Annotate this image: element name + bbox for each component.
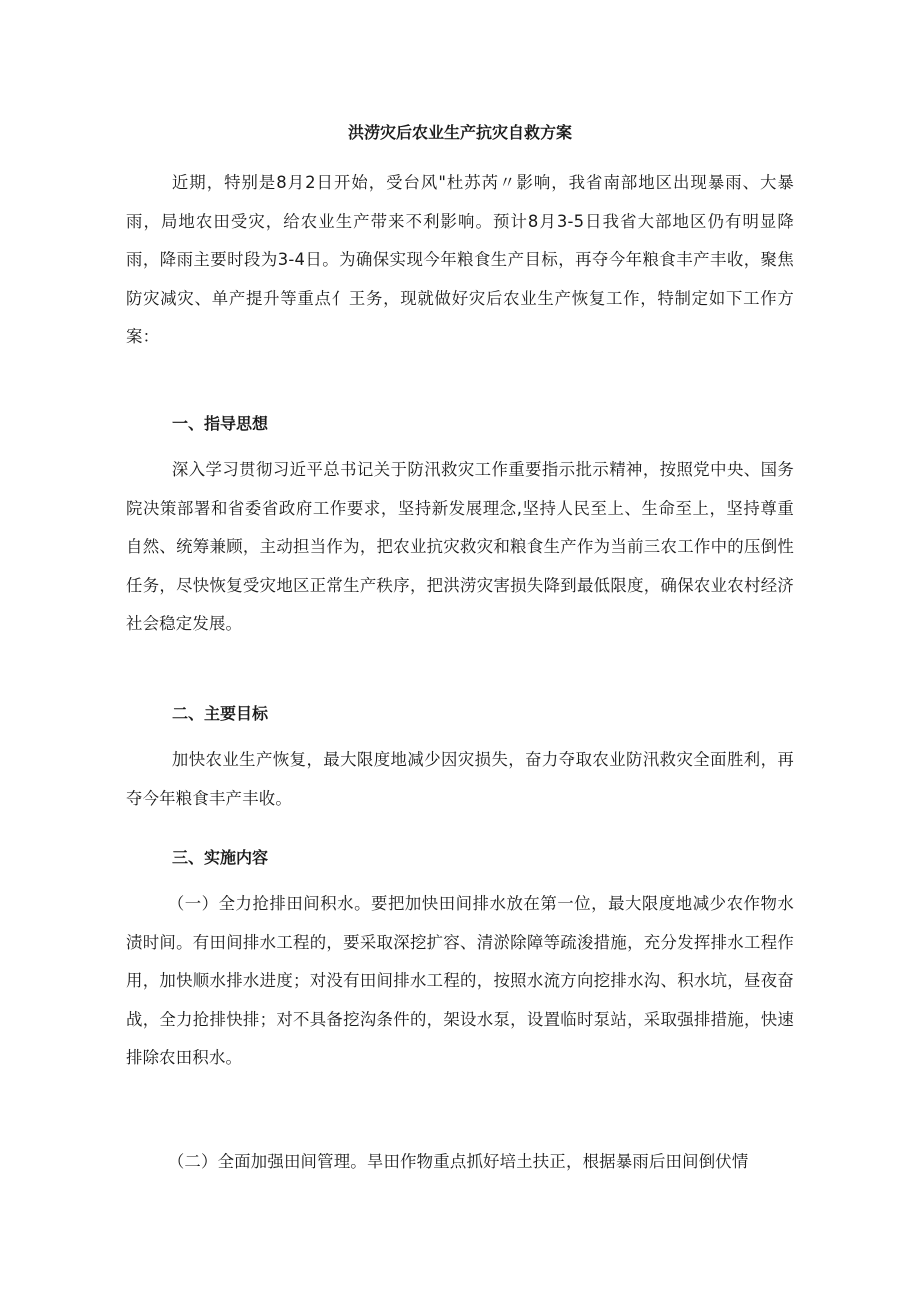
implementation-item-2: （二）全面加强田间管理。旱田作物重点抓好培土扶正，根据暴雨后田间倒伏情: [167, 1152, 749, 1171]
guiding-ideology-paragraph: 深入学习贯彻习近平总书记关于防汛救灾工作重要指示批示精神，按照党中央、国务院决策部署和省委省政府工作要求，坚持新发展理念,坚持人民至上、生命至上，坚持尊重自然、统筹兼顾，主动担当作为，把农业抗灾救灾和粮食生产作为当前三农工作中的压倒性任务，尽快恢复受灾地区正常生产秩序，把洪涝灾害损失降到最低限度，确保农业农村经济社会稳定发展。: [126, 460, 794, 634]
main-goals-paragraph: 加快农业生产恢复，最大限度地减少因灾损失，奋力夺取农业防汛救灾全面胜利，再夺今年粮食丰产丰收。: [126, 750, 794, 808]
section-heading-guiding-ideology: 一、指导思想: [172, 414, 269, 433]
document-title: 洪涝灾后农业生产抗灾自救方案: [347, 123, 572, 142]
section-heading-main-goals: 二、主要目标: [172, 704, 269, 723]
implementation-item-1: （一）全力抢排田间积水。要把加快田间排水放在第一位，最大限度地减少农作物水渍时间。有田间排水工程的，要采取深挖扩容、清淤除障等疏浚措施，充分发挥排水工程作用，加快顺水排水进度；对没有田间排水工程的，按照水流方向挖排水沟、积水坑，昼夜奋战，全力抢排快排；对不具备挖沟条件的，架设水泵，设置临时泵站，采取强排措施，快速排除农田积水。: [126, 894, 794, 1068]
intro-paragraph: 近期，特别是8月2日开始，受台风"杜苏芮〃影响，我省南部地区出现暴雨、大暴雨，局地农田受灾，给农业生产带来不利影响。预计8月3-5日我省大部地区仍有明显降雨，降雨主要时段为3-4日。为确保实现今年粮食生产目标，再夺今年粮食丰产丰收，聚焦防灾减灾、单产提升等重点亻王务，现就做好灾后农业生产恢复工作，特制定如下工作方案：: [126, 173, 794, 347]
section-heading-implementation: 三、实施内容: [172, 848, 269, 867]
